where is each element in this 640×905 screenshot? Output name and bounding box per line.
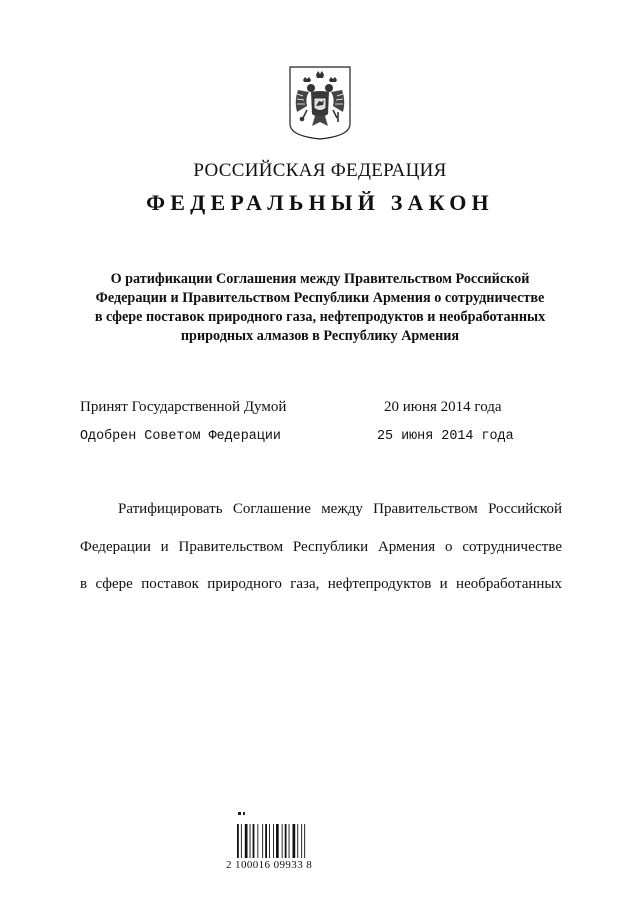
law-title (40, 270, 600, 346)
document-type: ФЕДЕРАЛЬНЫЙ ЗАКОН (146, 190, 494, 215)
barcode-icon (236, 812, 306, 862)
body-line: Федерации и Правительством Республики Армения о сотрудничестве (80, 539, 562, 555)
adopted-by-duma-label: Принят Государственной Думой (80, 399, 287, 415)
barcode-number: 2 100016 09933 8 (226, 859, 313, 871)
approved-by-council-date: 25 июня 2014 года (377, 429, 514, 444)
law-title-line: О ратификации Соглашения между Правительством Российской (110, 271, 530, 287)
law-title-line: природных алмазов в Республику Армения (180, 328, 460, 344)
body-line: в сфере поставок природного газа, нефтепродуктов и необработанных (80, 576, 562, 592)
country-name: РОССИЙСКАЯ ФЕДЕРАЦИЯ (193, 160, 447, 181)
adopted-by-duma-date: 20 июня 2014 года (384, 399, 502, 415)
approved-by-council-label: Одобрен Советом Федерации (80, 429, 281, 444)
law-title-line: Федерации и Правительством Республики Армения о сотрудничестве (95, 290, 545, 306)
law-title-line: в сфере поставок природного газа, нефтепродуктов и необработанных (94, 309, 546, 325)
body-line: Ратифицировать Соглашение между Правительством Российской (118, 501, 562, 517)
coat-of-arms-icon (289, 66, 351, 140)
